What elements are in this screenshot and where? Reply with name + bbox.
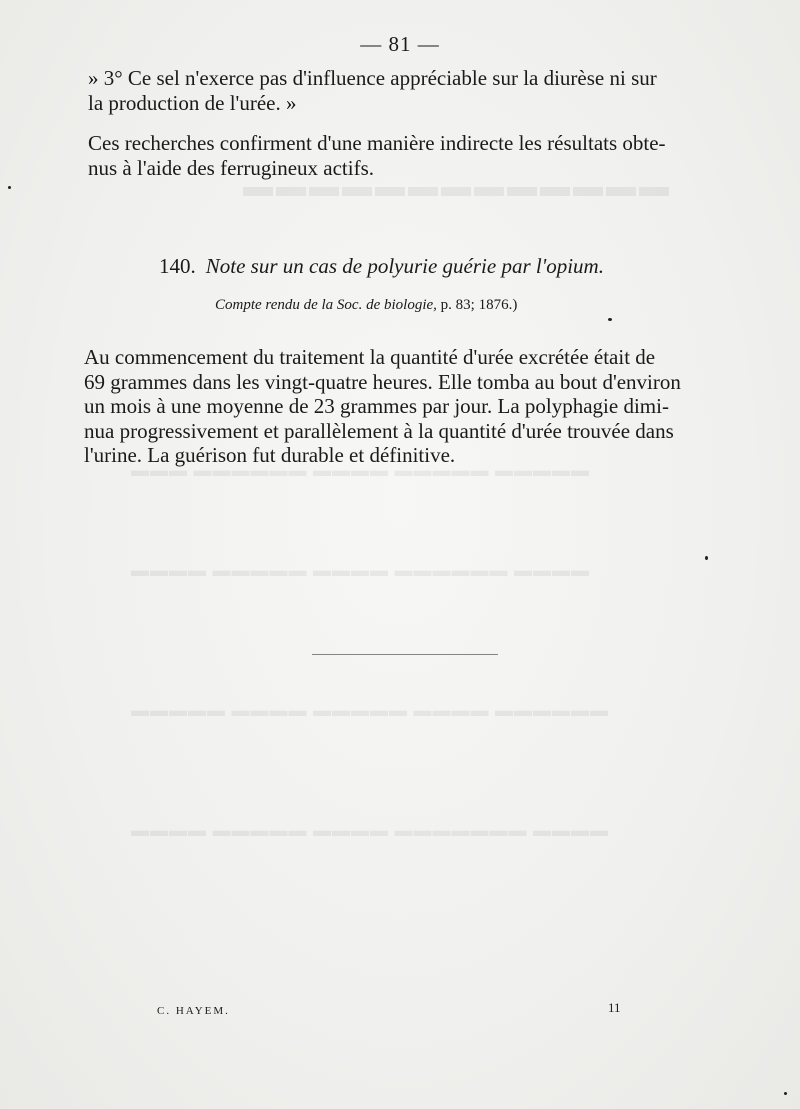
paper-speck	[608, 318, 612, 321]
section-heading	[159, 254, 604, 279]
show-through-decoration: ▬▬▬▬▬▬▬▬▬▬▬▬▬	[240, 170, 669, 203]
show-through-decoration: ▬▬▬▬ ▬▬▬▬▬▬ ▬▬▬▬ ▬▬▬▬▬ ▬▬▬▬	[130, 560, 589, 580]
footer-sheet-number: 11	[608, 1000, 621, 1015]
paper-speck	[705, 556, 708, 560]
paragraph-3	[84, 345, 704, 468]
section-number: 140.	[159, 254, 196, 278]
paragraph-3-line: 69 grammes dans les vingt-quatre heures. Elle tomba au bout d'environ	[84, 369, 681, 394]
footer-signature: C. HAYEM.	[157, 1005, 230, 1017]
paragraph-2-line: nus à l'aide des ferrugineux actifs.	[88, 156, 375, 180]
paragraph-1-line: la production de l'urée. »	[88, 91, 297, 115]
section-citation	[215, 297, 517, 314]
page-number: — 81 —	[360, 32, 440, 56]
paragraph-1	[88, 66, 688, 116]
paragraph-3-line: Au commencement du traitement la quantité d'urée excrétée était de	[84, 345, 656, 369]
paragraph-3-line: un mois à une moyenne de 23 grammes par jour. La polyphagie dimi-	[84, 394, 669, 418]
citation-reference: p. 83; 1876.)	[440, 297, 518, 313]
paper-speck	[784, 1092, 787, 1095]
citation-source: Compte rendu de la Soc. de biologie,	[215, 297, 437, 313]
show-through-decoration: ▬▬▬▬ ▬▬▬▬▬▬▬ ▬▬▬▬ ▬▬▬▬▬ ▬▬▬▬	[130, 820, 608, 840]
paragraph-2	[88, 131, 688, 181]
paragraph-1-line: » 3° Ce sel n'exerce pas d'influence appréciable sur la diurèse ni sur	[88, 66, 657, 90]
show-through-decoration: ▬▬▬▬▬▬ ▬▬▬▬ ▬▬▬▬▬ ▬▬▬▬ ▬▬▬▬▬	[130, 700, 608, 720]
paragraph-3-line: nua progressivement et parallèlement à la quantité d'urée trouvée dans	[84, 418, 674, 443]
paragraph-3-line: l'urine. La guérison fut durable et définitive.	[84, 443, 456, 467]
section-title: Note sur un cas de polyurie guérie par l'opium.	[205, 254, 604, 278]
show-through-rule	[312, 654, 498, 655]
paper-speck	[8, 186, 11, 189]
paragraph-2-line: Ces recherches confirment d'une manière indirecte les résultats obte-	[88, 131, 666, 155]
show-through-decoration: ▬▬▬▬▬ ▬▬▬▬▬ ▬▬▬▬ ▬▬▬▬▬▬ ▬▬▬	[130, 460, 589, 480]
